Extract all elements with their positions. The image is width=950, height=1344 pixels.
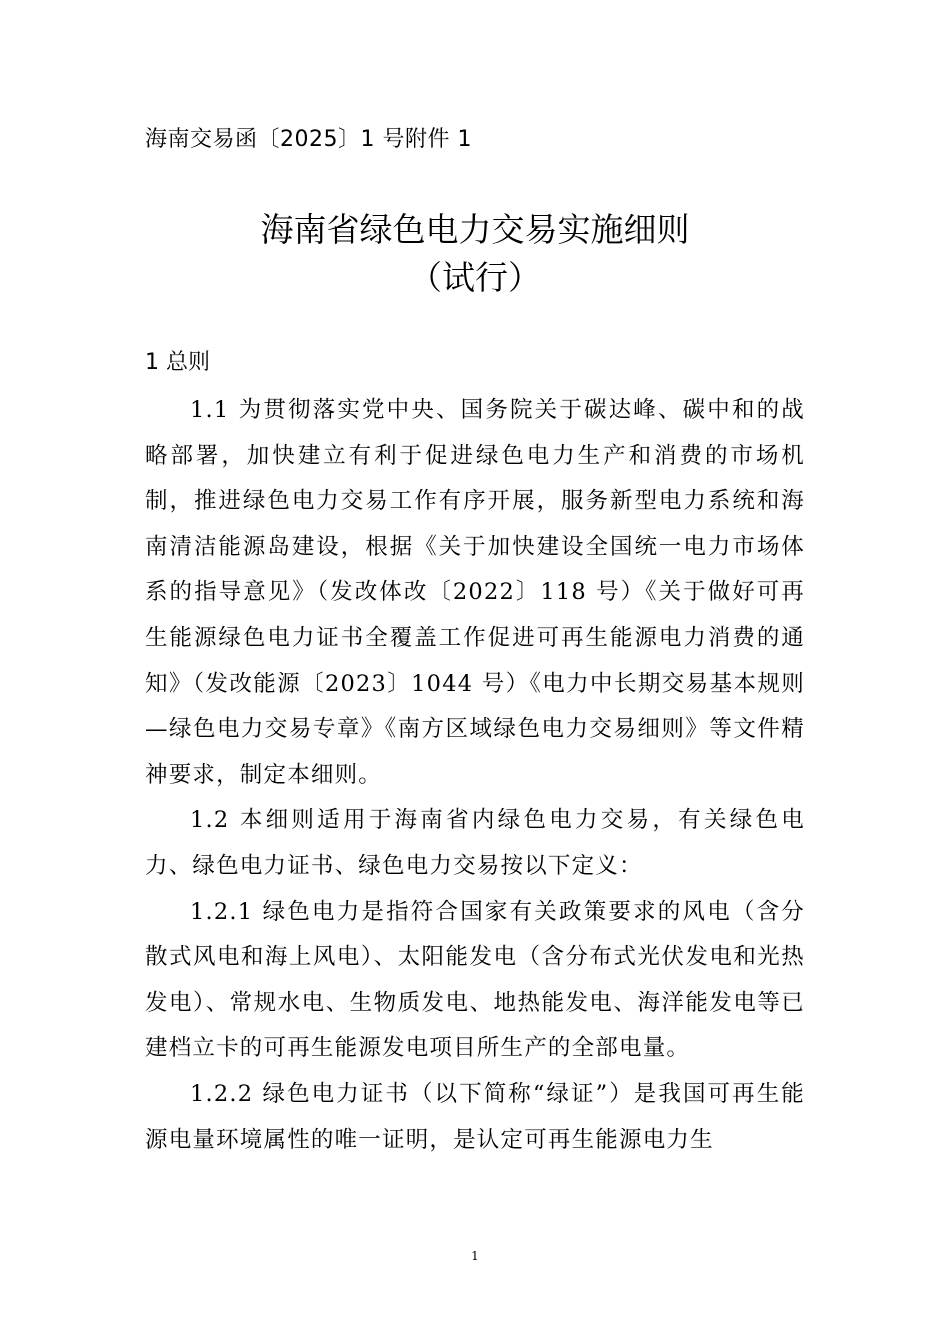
- document-subtitle: （试行）: [409, 258, 541, 297]
- document-title: 海南省绿色电力交易实施细则: [260, 210, 690, 249]
- attachment-label: 海南交易函〔2025〕1 号附件 1: [145, 127, 472, 152]
- paragraph-1-2-1: 1.2.1 绿色电力是指符合国家有关政策要求的风电（含分散式风电和海上风电）、太阳能发电（含分布式光伏发电和光热发电）、常规水电、生物质发电、地热能发电、海洋能发电等已建档立卡的可再生能源发电项目所生产的全部电量。: [145, 898, 805, 1062]
- section-heading: 1 总则: [145, 350, 210, 375]
- page-number: 1: [471, 1249, 479, 1263]
- paragraph-1-2-2: 1.2.2 绿色电力证书（以下简称“绿证”）是我国可再生能源电量环境属性的唯一证明，是认定可再生能源电力生: [145, 1080, 805, 1153]
- section-body: [145, 388, 805, 1163]
- paragraph-1-1: 1.1 为贯彻落实党中央、国务院关于碳达峰、碳中和的战略部署，加快建立有利于促进绿色电力生产和消费的市场机制，推进绿色电力交易工作有序开展，服务新型电力系统和海南清洁能源岛建设，根据《关于加快建设全国统一电力市场体系的指导意见》（发改体改〔2022〕118 号）《关于做好可再生能源绿色电力证书全覆盖工作促进可再生能源电力消费的通知》（发改能源〔2023〕1044 号）《电力中长期交易基本规则—绿色电力交易专章》《南方区域绿色电力交易细则》等文件精神要求，制定本细则。: [145, 397, 805, 788]
- paragraph-1-2: 1.2 本细则适用于海南省内绿色电力交易，有关绿色电力、绿色电力证书、绿色电力交易按以下定义：: [145, 807, 805, 879]
